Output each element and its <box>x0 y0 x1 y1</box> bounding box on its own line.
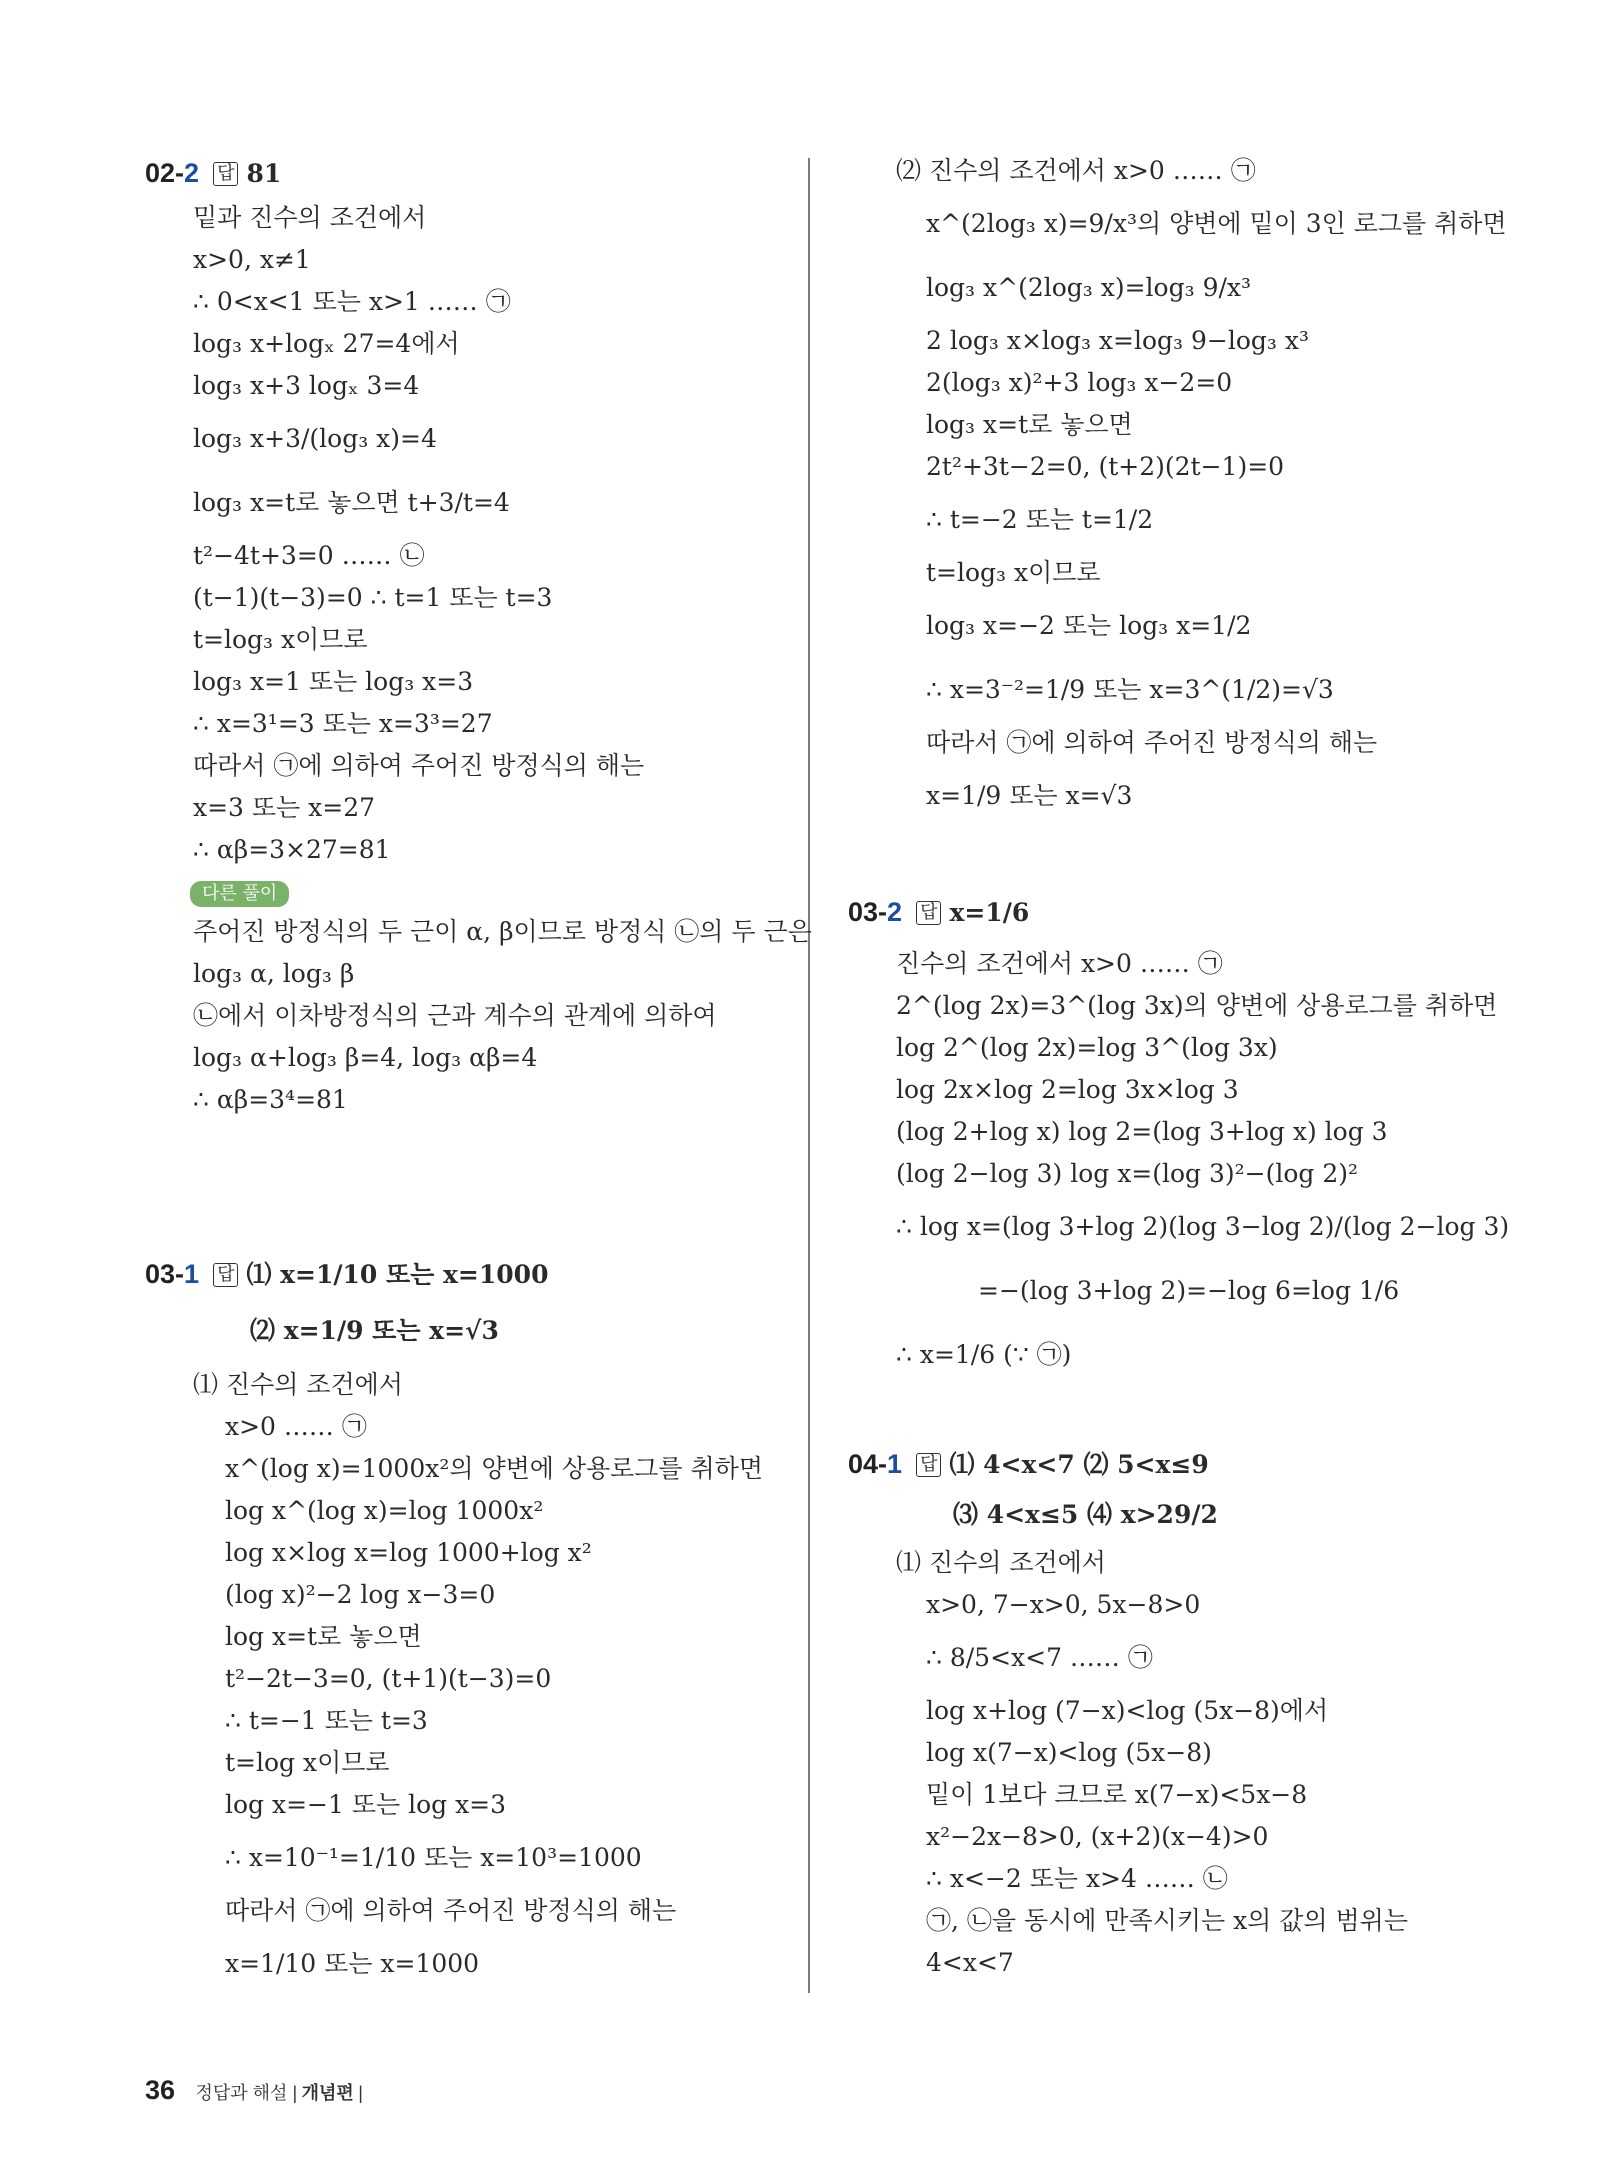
page-number: 36 <box>145 2075 176 2105</box>
solution-line: log 2x×log 2=log 3x×log 3 <box>896 1075 1239 1104</box>
solution-line: (t−1)(t−3)=0 ∴ t=1 또는 t=3 <box>193 583 553 612</box>
answer-value: ⑴ x=1/10 또는 x=1000 <box>246 1260 549 1289</box>
answer-badge: 답 <box>916 901 941 925</box>
solution-line: 밑과 진수의 조건에서 <box>193 203 427 232</box>
solution-line: ∴ x=3⁻²=1/9 또는 x=3^(1/2)=√3 <box>926 675 1334 704</box>
right-column <box>848 150 1528 1984</box>
solution-line: x²−2x−8>0, (x+2)(x−4)>0 <box>926 1822 1269 1851</box>
solution-line: x=1/9 또는 x=√3 <box>926 781 1133 810</box>
solution-line: ∴ t=−2 또는 t=1/2 <box>926 505 1154 534</box>
solution-line: log₃ x=t로 놓으면 <box>926 410 1133 439</box>
sub-problem-label: ⑵ 진수의 조건에서 x>0 …… ㉠ <box>896 156 1256 185</box>
solution-line: 따라서 ㉠에 의하여 주어진 방정식의 해는 <box>193 751 645 780</box>
alt-solution-line: ㉡에서 이차방정식의 근과 계수의 관계에 의하여 <box>193 1001 717 1030</box>
solution-line: t=log₃ x이므로 <box>926 558 1101 587</box>
solution-line: 4<x<7 <box>926 1948 1014 1977</box>
solution-line: log x=t로 놓으면 <box>225 1622 422 1651</box>
solution-line: log 2^(log 2x)=log 3^(log 3x) <box>896 1033 1278 1062</box>
alternate-solution-badge: 다른 풀이 <box>190 881 289 907</box>
solution-line: 2^(log 2x)=3^(log 3x)의 양변에 상용로그를 취하면 <box>896 991 1498 1020</box>
solution-line: log x+log (7−x)<log (5x−8)에서 <box>926 1696 1329 1725</box>
solution-line: x^(2log₃ x)=9/x³의 양변에 밑이 3인 로그를 취하면 <box>926 209 1507 238</box>
solution-line: x>0, x≠1 <box>193 245 311 274</box>
problem-04-1-header <box>848 1441 1528 1488</box>
solution-line: x=3 또는 x=27 <box>193 793 376 822</box>
answer-value: 81 <box>246 159 282 188</box>
solution-line: ∴ t=−1 또는 t=3 <box>225 1706 428 1735</box>
alt-solution-line: log₃ α, log₃ β <box>193 959 355 988</box>
solution-line: 2t²+3t−2=0, (t+2)(2t−1)=0 <box>926 452 1285 481</box>
answer-continued: ⑶ 4<x≤5 ⑷ x>29/2 <box>953 1500 1218 1529</box>
problem-02-2-header <box>145 150 785 197</box>
page-footer <box>145 2075 363 2106</box>
solution-line: t=log₃ x이므로 <box>193 625 368 654</box>
solution-line: x=1/10 또는 x=1000 <box>225 1949 480 1978</box>
solution-line: ∴ log x=(log 3+log 2)(log 3−log 2)/(log 2−log 3) <box>896 1212 1510 1241</box>
solution-line: ∴ αβ=3×27=81 <box>193 835 391 864</box>
problem-03-1-header <box>145 1251 785 1298</box>
solution-line: log x^(log x)=log 1000x² <box>225 1496 544 1525</box>
solution-line: log₃ x=−2 또는 log₃ x=1/2 <box>926 611 1252 640</box>
problem-number: 02-2 <box>145 158 200 188</box>
solution-line: (log x)²−2 log x−3=0 <box>225 1580 496 1609</box>
solution-line: ∴ x=10⁻¹=1/10 또는 x=10³=1000 <box>225 1843 642 1872</box>
solution-line: (log 2−log 3) log x=(log 3)²−(log 2)² <box>896 1159 1359 1188</box>
solution-line: (log 2+log x) log 2=(log 3+log x) log 3 <box>896 1117 1388 1146</box>
problem-number: 03-2 <box>848 897 903 927</box>
solution-line: log₃ x=1 또는 log₃ x=3 <box>193 667 474 696</box>
problem-number: 04-1 <box>848 1449 903 1479</box>
sub-problem-label: ⑴ 진수의 조건에서 <box>193 1370 403 1399</box>
solution-line: 2 log₃ x×log₃ x=log₃ 9−log₃ x³ <box>926 326 1309 355</box>
problem-number: 03-1 <box>145 1259 200 1289</box>
left-column <box>145 150 812 1996</box>
solution-line: ∴ 8/5<x<7 …… ㉠ <box>926 1643 1153 1672</box>
solution-line: ㉠, ㉡을 동시에 만족시키는 x의 값의 범위는 <box>926 1906 1408 1935</box>
solution-line: 따라서 ㉠에 의하여 주어진 방정식의 해는 <box>225 1896 677 1925</box>
solution-line: log x(7−x)<log (5x−8) <box>926 1738 1212 1767</box>
solution-line: log₃ x=t로 놓으면 t+3/t=4 <box>193 488 510 517</box>
solution-line: 밑이 1보다 크므로 x(7−x)<5x−8 <box>926 1780 1308 1809</box>
solution-line: log₃ x+logₓ 27=4에서 <box>193 329 460 358</box>
sub-problem-label: ⑴ 진수의 조건에서 <box>896 1548 1106 1577</box>
solution-line: t²−4t+3=0 …… ㉡ <box>193 541 425 570</box>
answer-value: x=1/6 <box>949 898 1030 927</box>
solution-line: log₃ x+3 logₓ 3=4 <box>193 371 420 400</box>
solution-line: log x×log x=log 1000+log x² <box>225 1538 592 1567</box>
solution-line: x>0, 7−x>0, 5x−8>0 <box>926 1590 1201 1619</box>
book-part: 개념편 <box>301 2083 354 2103</box>
solution-line: 따라서 ㉠에 의하여 주어진 방정식의 해는 <box>926 728 1378 757</box>
solution-line: t²−2t−3=0, (t+1)(t−3)=0 <box>225 1664 552 1693</box>
answer-badge: 답 <box>213 162 238 186</box>
alt-solution-line: 주어진 방정식의 두 근이 α, β이므로 방정식 ㉡의 두 근은 <box>193 917 812 946</box>
alt-solution-line: log₃ α+log₃ β=4, log₃ αβ=4 <box>193 1043 538 1072</box>
footer-end-bar: | <box>358 2083 363 2103</box>
solution-line: ∴ x<−2 또는 x>4 …… ㉡ <box>926 1864 1228 1893</box>
book-section: 정답과 해설 | <box>195 2083 298 2103</box>
solution-line: log₃ x^(2log₃ x)=log₃ 9/x³ <box>926 273 1252 302</box>
solution-line: ∴ x=3¹=3 또는 x=3³=27 <box>193 709 493 738</box>
solution-line: 진수의 조건에서 x>0 …… ㉠ <box>896 949 1223 978</box>
solution-line: t=log x이므로 <box>225 1748 390 1777</box>
answer-badge: 답 <box>213 1263 238 1287</box>
answer-continued: ⑵ x=1/9 또는 x=√3 <box>250 1316 499 1345</box>
alt-solution-line: ∴ αβ=3⁴=81 <box>193 1085 348 1114</box>
solution-line: log x=−1 또는 log x=3 <box>225 1790 507 1819</box>
solution-line: x>0 …… ㉠ <box>225 1412 367 1441</box>
column-divider <box>808 158 810 1993</box>
solution-line: =−(log 3+log 2)=−log 6=log 1/6 <box>978 1276 1400 1305</box>
solution-line: ∴ x=1/6 (∵ ㉠) <box>896 1340 1072 1369</box>
answer-value: ⑴ 4<x<7 ⑵ 5<x≤9 <box>949 1450 1209 1479</box>
solution-line: ∴ 0<x<1 또는 x>1 …… ㉠ <box>193 287 511 316</box>
problem-03-2-header <box>848 882 1528 943</box>
answer-badge: 답 <box>916 1453 941 1477</box>
solution-line: 2(log₃ x)²+3 log₃ x−2=0 <box>926 368 1233 397</box>
solution-line: x^(log x)=1000x²의 양변에 상용로그를 취하면 <box>225 1454 763 1483</box>
solution-line: log₃ x+3/(log₃ x)=4 <box>193 424 437 453</box>
